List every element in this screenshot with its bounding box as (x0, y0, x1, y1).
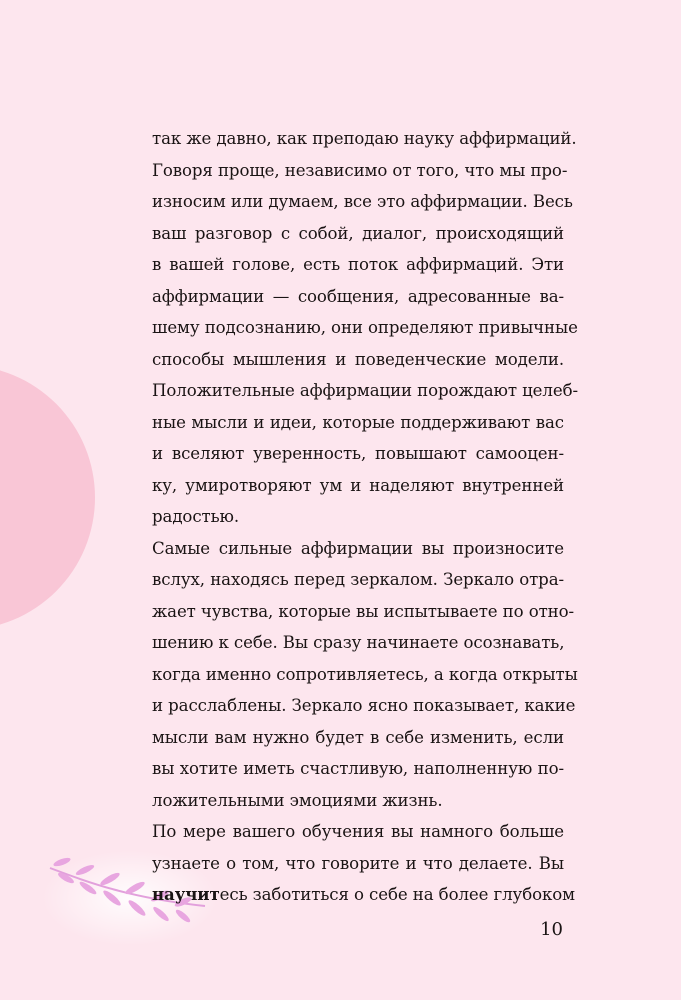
text-line: так же давно, как преподаю науку аффирмаций. (152, 129, 577, 148)
paragraph (152, 533, 578, 817)
text-line: узнаете о том, что говорите и что делаете. Вы (152, 853, 564, 873)
text-line: радостью. (152, 507, 240, 526)
text-line: и вселяют уверенность, повышают самооцен- (152, 444, 564, 463)
bold-fragment: научит (152, 884, 220, 904)
text-line: ку, умиротворяют ум и наделяют внутренней (152, 475, 564, 495)
text-line: когда именно сопротивляетесь, а когда открыты (152, 664, 578, 684)
text-line: вслух, находясь перед зеркалом. Зеркало отра- (152, 570, 564, 589)
text-line: износим или думаем, все это аффирмации. Весь (152, 192, 573, 211)
text-line: жает чувства, которые вы испытываете по отно- (152, 601, 575, 621)
text-fragment: есь заботиться о себе на более глубоком (219, 885, 575, 904)
text-line: шению к себе. Вы сразу начинаете осознавать, (152, 633, 565, 652)
text-line: аффирмации — сообщения, адресованные ва- (152, 286, 564, 306)
text-line: По мере вашего обучения вы намного больше (152, 822, 564, 841)
paragraph (152, 123, 578, 533)
pink-circle-decoration (0, 365, 95, 630)
text-line: ные мысли и идеи, которые поддерживают вас (152, 412, 564, 432)
text-line: способы мышления и поведенческие модели. (152, 349, 564, 369)
text-line: и расслаблены. Зеркало ясно показывает, какие (152, 696, 576, 715)
text-line: ложительными эмоциями жизнь. (152, 790, 443, 810)
text-line: Говоря проще, независимо от того, что мы про- (152, 160, 568, 180)
body-text (152, 123, 578, 911)
text-line: мысли вам нужно будет в себе изменить, если (152, 727, 564, 747)
text-line: в вашей голове, есть поток аффирмаций. Эти (152, 255, 564, 274)
text-line: шему подсознанию, они определяют привычные (152, 318, 578, 337)
text-line: Положительные аффирмации порождают целеб- (152, 381, 578, 400)
text-line: вы хотите иметь счастливую, наполненную по- (152, 759, 564, 778)
text-line: Самые сильные аффирмации вы произносите (152, 538, 564, 558)
text-line: ваш разговор с собой, диалог, происходящий (152, 223, 564, 243)
paragraph (152, 816, 575, 911)
page-number: 10 (540, 919, 563, 940)
text-line (152, 879, 575, 911)
